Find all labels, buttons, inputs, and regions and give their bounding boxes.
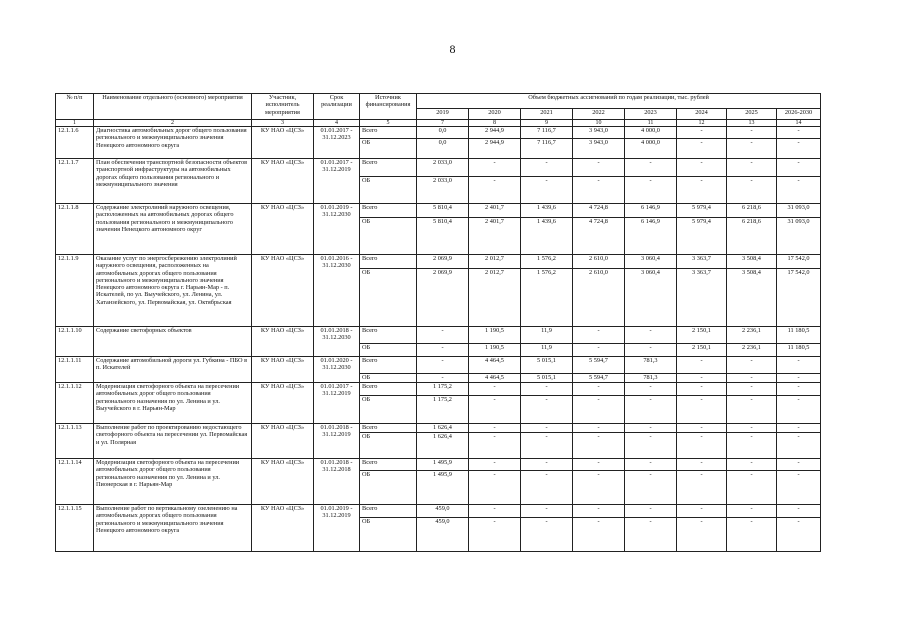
header-volume: Объем бюджетных ассигнований по годам реализации, тыс. рублей (417, 94, 821, 109)
row-period: 01.01.2020 - 31.12.2030 (314, 357, 360, 383)
row-value: - (521, 505, 573, 518)
row-value: 31 093,0 (777, 204, 821, 218)
row-value: 459,0 (417, 505, 469, 518)
row-value: - (625, 396, 677, 424)
row-period: 01.01.2018 - 31.12.2019 (314, 424, 360, 459)
row-value: 3 943,0 (573, 127, 625, 139)
row-value: - (573, 327, 625, 344)
row-value: 1 626,4 (417, 424, 469, 433)
budget-table (55, 93, 821, 552)
row-value: 4 000,0 (625, 127, 677, 139)
row-source: ОБ (360, 139, 417, 159)
column-number: 3 (252, 120, 314, 127)
row-value: 3 060,4 (625, 269, 677, 327)
table-row (56, 459, 821, 471)
row-value: - (573, 344, 625, 357)
row-value: 31 093,0 (777, 218, 821, 255)
row-value: - (625, 459, 677, 471)
row-number: 12.1.1.10 (56, 327, 94, 357)
row-period: 01.01.2016 - 31.12.2030 (314, 255, 360, 327)
row-source: Всего (360, 459, 417, 471)
row-name: Модернизация светофорного объекта на пересечении автомобильных дорог общего пользования регионального назначения по ул. Ленина и ул. Пионерская в г. Нарьян-Мар (94, 459, 252, 505)
row-value: 2 012,7 (469, 255, 521, 269)
row-source: ОБ (360, 396, 417, 424)
row-value: - (727, 424, 777, 433)
row-value: - (677, 424, 727, 433)
row-value: 3 060,4 (625, 255, 677, 269)
row-name: Выполнение работ по вертикальному озеленению на автомобильных дорогах общего пользования регионального и межмуниципального значения Ненецкого автономного округа (94, 505, 252, 552)
row-value: - (727, 505, 777, 518)
row-number: 12.1.1.11 (56, 357, 94, 383)
row-value: - (573, 383, 625, 396)
row-value: 4 464,5 (469, 374, 521, 383)
table-row (56, 383, 821, 396)
year-header: 2025 (727, 109, 777, 120)
year-header: 2019 (417, 109, 469, 120)
column-number: 5 (360, 120, 417, 127)
row-value: 459,0 (417, 518, 469, 552)
row-value: - (727, 433, 777, 459)
row-value: 3 943,0 (573, 139, 625, 159)
row-value: - (677, 459, 727, 471)
row-value: 3 363,7 (677, 255, 727, 269)
row-value: 1 495,9 (417, 471, 469, 505)
row-value: - (469, 471, 521, 505)
row-value: - (727, 383, 777, 396)
column-number: 10 (573, 120, 625, 127)
row-value: 5 810,4 (417, 204, 469, 218)
row-number: 12.1.1.15 (56, 505, 94, 552)
row-value: 11,9 (521, 327, 573, 344)
row-source: Всего (360, 327, 417, 344)
row-value: - (777, 357, 821, 374)
row-value: - (677, 396, 727, 424)
row-value: 11,9 (521, 344, 573, 357)
row-number: 12.1.1.6 (56, 127, 94, 159)
table-row (56, 424, 821, 433)
column-number: 14 (777, 120, 821, 127)
row-source: ОБ (360, 518, 417, 552)
row-value: - (777, 518, 821, 552)
row-value: - (469, 383, 521, 396)
row-executor: КУ НАО «ЦСЗ» (252, 357, 314, 383)
row-value: - (625, 433, 677, 459)
row-executor: КУ НАО «ЦСЗ» (252, 127, 314, 159)
row-value: 3 363,7 (677, 269, 727, 327)
row-period: 01.01.2017 - 31.12.2023 (314, 127, 360, 159)
row-source: ОБ (360, 433, 417, 459)
row-value: 5 594,7 (573, 357, 625, 374)
row-value: 0,0 (417, 127, 469, 139)
row-value: 781,3 (625, 374, 677, 383)
row-executor: КУ НАО «ЦСЗ» (252, 459, 314, 505)
row-value: - (777, 374, 821, 383)
column-number: 1 (56, 120, 94, 127)
row-value: 2 150,1 (677, 344, 727, 357)
row-value: - (777, 396, 821, 424)
row-value: - (521, 383, 573, 396)
row-value: 7 116,7 (521, 127, 573, 139)
header-num: № п/п (56, 94, 94, 120)
row-number: 12.1.1.7 (56, 159, 94, 204)
row-value: 4 724,8 (573, 218, 625, 255)
row-value: 2 944,9 (469, 127, 521, 139)
table-row (56, 327, 821, 344)
row-value: - (573, 505, 625, 518)
row-value: - (469, 518, 521, 552)
row-value: 781,3 (625, 357, 677, 374)
row-value: 6 218,6 (727, 204, 777, 218)
table-body (56, 120, 821, 552)
row-value: - (777, 159, 821, 177)
row-value: 2 610,0 (573, 269, 625, 327)
page-number: 8 (449, 42, 456, 56)
row-value: - (625, 177, 677, 204)
row-value: 2 236,1 (727, 327, 777, 344)
row-number: 12.1.1.9 (56, 255, 94, 327)
row-value: - (625, 159, 677, 177)
row-value: 0,0 (417, 139, 469, 159)
row-period: 01.01.2017 - 31.12.2019 (314, 159, 360, 204)
row-value: - (521, 518, 573, 552)
year-header: 2022 (573, 109, 625, 120)
year-header: 2026-2030 (777, 109, 821, 120)
row-value: - (521, 159, 573, 177)
row-value: - (417, 344, 469, 357)
row-value: - (625, 383, 677, 396)
row-value: - (625, 505, 677, 518)
row-value: - (727, 159, 777, 177)
row-value: - (521, 396, 573, 424)
row-value: - (417, 327, 469, 344)
row-value: - (777, 459, 821, 471)
row-source: ОБ (360, 218, 417, 255)
header-name: Наименование отдельного (основного) мероприятия (94, 94, 252, 120)
row-number: 12.1.1.13 (56, 424, 94, 459)
row-value: 2 033,0 (417, 159, 469, 177)
row-value: 2 150,1 (677, 327, 727, 344)
row-value: 2 944,9 (469, 139, 521, 159)
row-name: Диагностика автомобильных дорог общего пользования регионального и межмуниципального значения Ненецкого автономного округа (94, 127, 252, 159)
row-value: 17 542,0 (777, 269, 821, 327)
row-value: 2 610,0 (573, 255, 625, 269)
row-value: - (777, 139, 821, 159)
row-name: Содержание светофорных объектов (94, 327, 252, 357)
row-value: - (727, 127, 777, 139)
row-source: Всего (360, 127, 417, 139)
row-source: ОБ (360, 471, 417, 505)
row-number: 12.1.1.8 (56, 204, 94, 255)
row-value: - (727, 374, 777, 383)
row-source: Всего (360, 424, 417, 433)
table-row (56, 357, 821, 374)
row-value: 1 175,2 (417, 383, 469, 396)
row-value: - (677, 505, 727, 518)
row-value: 5 810,4 (417, 218, 469, 255)
row-period: 01.01.2017 - 31.12.2019 (314, 383, 360, 424)
row-value: 1 576,2 (521, 269, 573, 327)
row-value: 2 069,9 (417, 269, 469, 327)
row-source: ОБ (360, 344, 417, 357)
row-value: 1 439,6 (521, 204, 573, 218)
row-name: Выполнение работ по проектированию недостающего светофорного объекта на пересечении ул. Первомайская и ул. Полярная (94, 424, 252, 459)
row-executor: КУ НАО «ЦСЗ» (252, 327, 314, 357)
row-value: - (625, 424, 677, 433)
column-number: 2 (94, 120, 252, 127)
row-source: ОБ (360, 177, 417, 204)
row-value: 5 979,4 (677, 204, 727, 218)
row-value: - (521, 424, 573, 433)
row-source: Всего (360, 383, 417, 396)
row-value: 1 190,5 (469, 344, 521, 357)
header-executor: Участник, исполнитель мероприятия (252, 94, 314, 120)
row-source: Всего (360, 255, 417, 269)
row-value: 2 236,1 (727, 344, 777, 357)
row-value: 6 146,9 (625, 218, 677, 255)
row-value: 4 464,5 (469, 357, 521, 374)
row-value: - (677, 471, 727, 505)
row-value: - (777, 505, 821, 518)
row-executor: КУ НАО «ЦСЗ» (252, 255, 314, 327)
row-value: 1 175,2 (417, 396, 469, 424)
row-name: Модернизация светофорного объекта на пересечении автомобильных дорог общего пользования регионального назначения по ул. Ленина и ул. Выучейского в г. Нарьян-Мар (94, 383, 252, 424)
row-value: 2 401,7 (469, 204, 521, 218)
row-value: 2 401,7 (469, 218, 521, 255)
row-value: 2 033,0 (417, 177, 469, 204)
row-value: 11 180,5 (777, 327, 821, 344)
row-value: - (677, 139, 727, 159)
row-value: - (469, 459, 521, 471)
table-row (56, 159, 821, 177)
column-numbers-row (56, 120, 821, 127)
row-value: - (727, 459, 777, 471)
row-value: - (573, 459, 625, 471)
row-value: - (573, 159, 625, 177)
row-period: 01.01.2018 - 31.12.2018 (314, 459, 360, 505)
header-source: Источник финансирования (360, 94, 417, 120)
row-value: 1 576,2 (521, 255, 573, 269)
row-value: 3 508,4 (727, 269, 777, 327)
row-value: - (677, 383, 727, 396)
row-value: - (777, 433, 821, 459)
row-value: - (469, 424, 521, 433)
row-value: 4 000,0 (625, 139, 677, 159)
column-number: 7 (417, 120, 469, 127)
row-value: - (521, 433, 573, 459)
row-value: - (727, 177, 777, 204)
row-value: - (677, 374, 727, 383)
row-value: - (417, 357, 469, 374)
row-value: 17 542,0 (777, 255, 821, 269)
row-value: - (727, 518, 777, 552)
row-value: 4 724,8 (573, 204, 625, 218)
row-value: - (727, 396, 777, 424)
row-value: 1 495,9 (417, 459, 469, 471)
row-value: 2 012,7 (469, 269, 521, 327)
row-name: План обеспечения транспортной безопасности объектов транспортной инфраструктуры на автомобильных дорогах общего пользования регионального и межмуниципального значения (94, 159, 252, 204)
row-value: - (573, 518, 625, 552)
row-executor: КУ НАО «ЦСЗ» (252, 505, 314, 552)
row-name: Оказание услуг по энергосбережению электролиний наружного освещения, расположенных на автомобильных дорогах общего пользования регионального и межмуниципального значения Ненецкого автономного округа г. Нарьян-Мар - п. Искателей, по ул. Выучейского, ул. Ленина, ул. Хатанзейского, ул. Первомайская, ул. Октябрьская (94, 255, 252, 327)
row-executor: КУ НАО «ЦСЗ» (252, 159, 314, 204)
row-value: - (469, 177, 521, 204)
row-value: - (625, 327, 677, 344)
row-value: - (573, 433, 625, 459)
row-name: Содержание электролиний наружного освещения, расположенных на автомобильных дорогах общего пользования регионального и межмуниципального значения Ненецкого автономного округ (94, 204, 252, 255)
row-number: 12.1.1.14 (56, 459, 94, 505)
row-value: 5 015,1 (521, 374, 573, 383)
row-value: 5 594,7 (573, 374, 625, 383)
row-period: 01.01.2019 - 31.12.2030 (314, 204, 360, 255)
row-value: - (625, 471, 677, 505)
row-source: Всего (360, 204, 417, 218)
row-value: - (727, 139, 777, 159)
column-number: 8 (469, 120, 521, 127)
column-number: 11 (625, 120, 677, 127)
row-source: Всего (360, 357, 417, 374)
row-value: - (677, 177, 727, 204)
row-value: - (469, 433, 521, 459)
table-row (56, 204, 821, 218)
row-source: ОБ (360, 269, 417, 327)
row-value: - (777, 424, 821, 433)
row-value: - (677, 357, 727, 374)
row-source: Всего (360, 505, 417, 518)
column-number: 4 (314, 120, 360, 127)
row-value: 2 069,9 (417, 255, 469, 269)
row-value: - (521, 459, 573, 471)
row-value: - (777, 177, 821, 204)
row-value: 5 015,1 (521, 357, 573, 374)
row-value: - (417, 374, 469, 383)
row-executor: КУ НАО «ЦСЗ» (252, 424, 314, 459)
row-value: - (573, 396, 625, 424)
row-value: - (727, 471, 777, 505)
row-executor: КУ НАО «ЦСЗ» (252, 204, 314, 255)
row-value: - (625, 344, 677, 357)
table-header (56, 94, 821, 120)
row-source: ОБ (360, 374, 417, 383)
table-row (56, 505, 821, 518)
row-value: - (677, 518, 727, 552)
row-value: - (521, 471, 573, 505)
table-row (56, 255, 821, 269)
row-value: - (677, 433, 727, 459)
row-value: - (573, 424, 625, 433)
row-value: 7 116,7 (521, 139, 573, 159)
row-value: 3 508,4 (727, 255, 777, 269)
row-value: - (677, 159, 727, 177)
row-value: 1 626,4 (417, 433, 469, 459)
row-executor: КУ НАО «ЦСЗ» (252, 383, 314, 424)
row-value: - (777, 383, 821, 396)
row-value: - (727, 357, 777, 374)
row-value: - (521, 177, 573, 204)
header-period: Срок реализации (314, 94, 360, 120)
row-value: 1 439,6 (521, 218, 573, 255)
year-header: 2023 (625, 109, 677, 120)
table-row (56, 127, 821, 139)
column-number: 13 (727, 120, 777, 127)
row-value: - (625, 518, 677, 552)
row-value: - (573, 177, 625, 204)
row-value: - (469, 159, 521, 177)
row-value: - (777, 471, 821, 505)
year-header: 2020 (469, 109, 521, 120)
row-value: 5 979,4 (677, 218, 727, 255)
row-value: - (777, 127, 821, 139)
row-value: 6 146,9 (625, 204, 677, 218)
row-period: 01.01.2018 - 31.12.2030 (314, 327, 360, 357)
row-value: - (677, 127, 727, 139)
row-value: 6 218,6 (727, 218, 777, 255)
column-number: 12 (677, 120, 727, 127)
row-value: - (469, 396, 521, 424)
row-name: Содержание автомобильной дороги ул. Губкина - ПБО в п. Искателей (94, 357, 252, 383)
year-header: 2021 (521, 109, 573, 120)
year-header: 2024 (677, 109, 727, 120)
row-period: 01.01.2019 - 31.12.2019 (314, 505, 360, 552)
row-value: 1 190,5 (469, 327, 521, 344)
column-number: 9 (521, 120, 573, 127)
row-value: 11 180,5 (777, 344, 821, 357)
row-value: - (469, 505, 521, 518)
row-number: 12.1.1.12 (56, 383, 94, 424)
row-source: Всего (360, 159, 417, 177)
row-value: - (573, 471, 625, 505)
